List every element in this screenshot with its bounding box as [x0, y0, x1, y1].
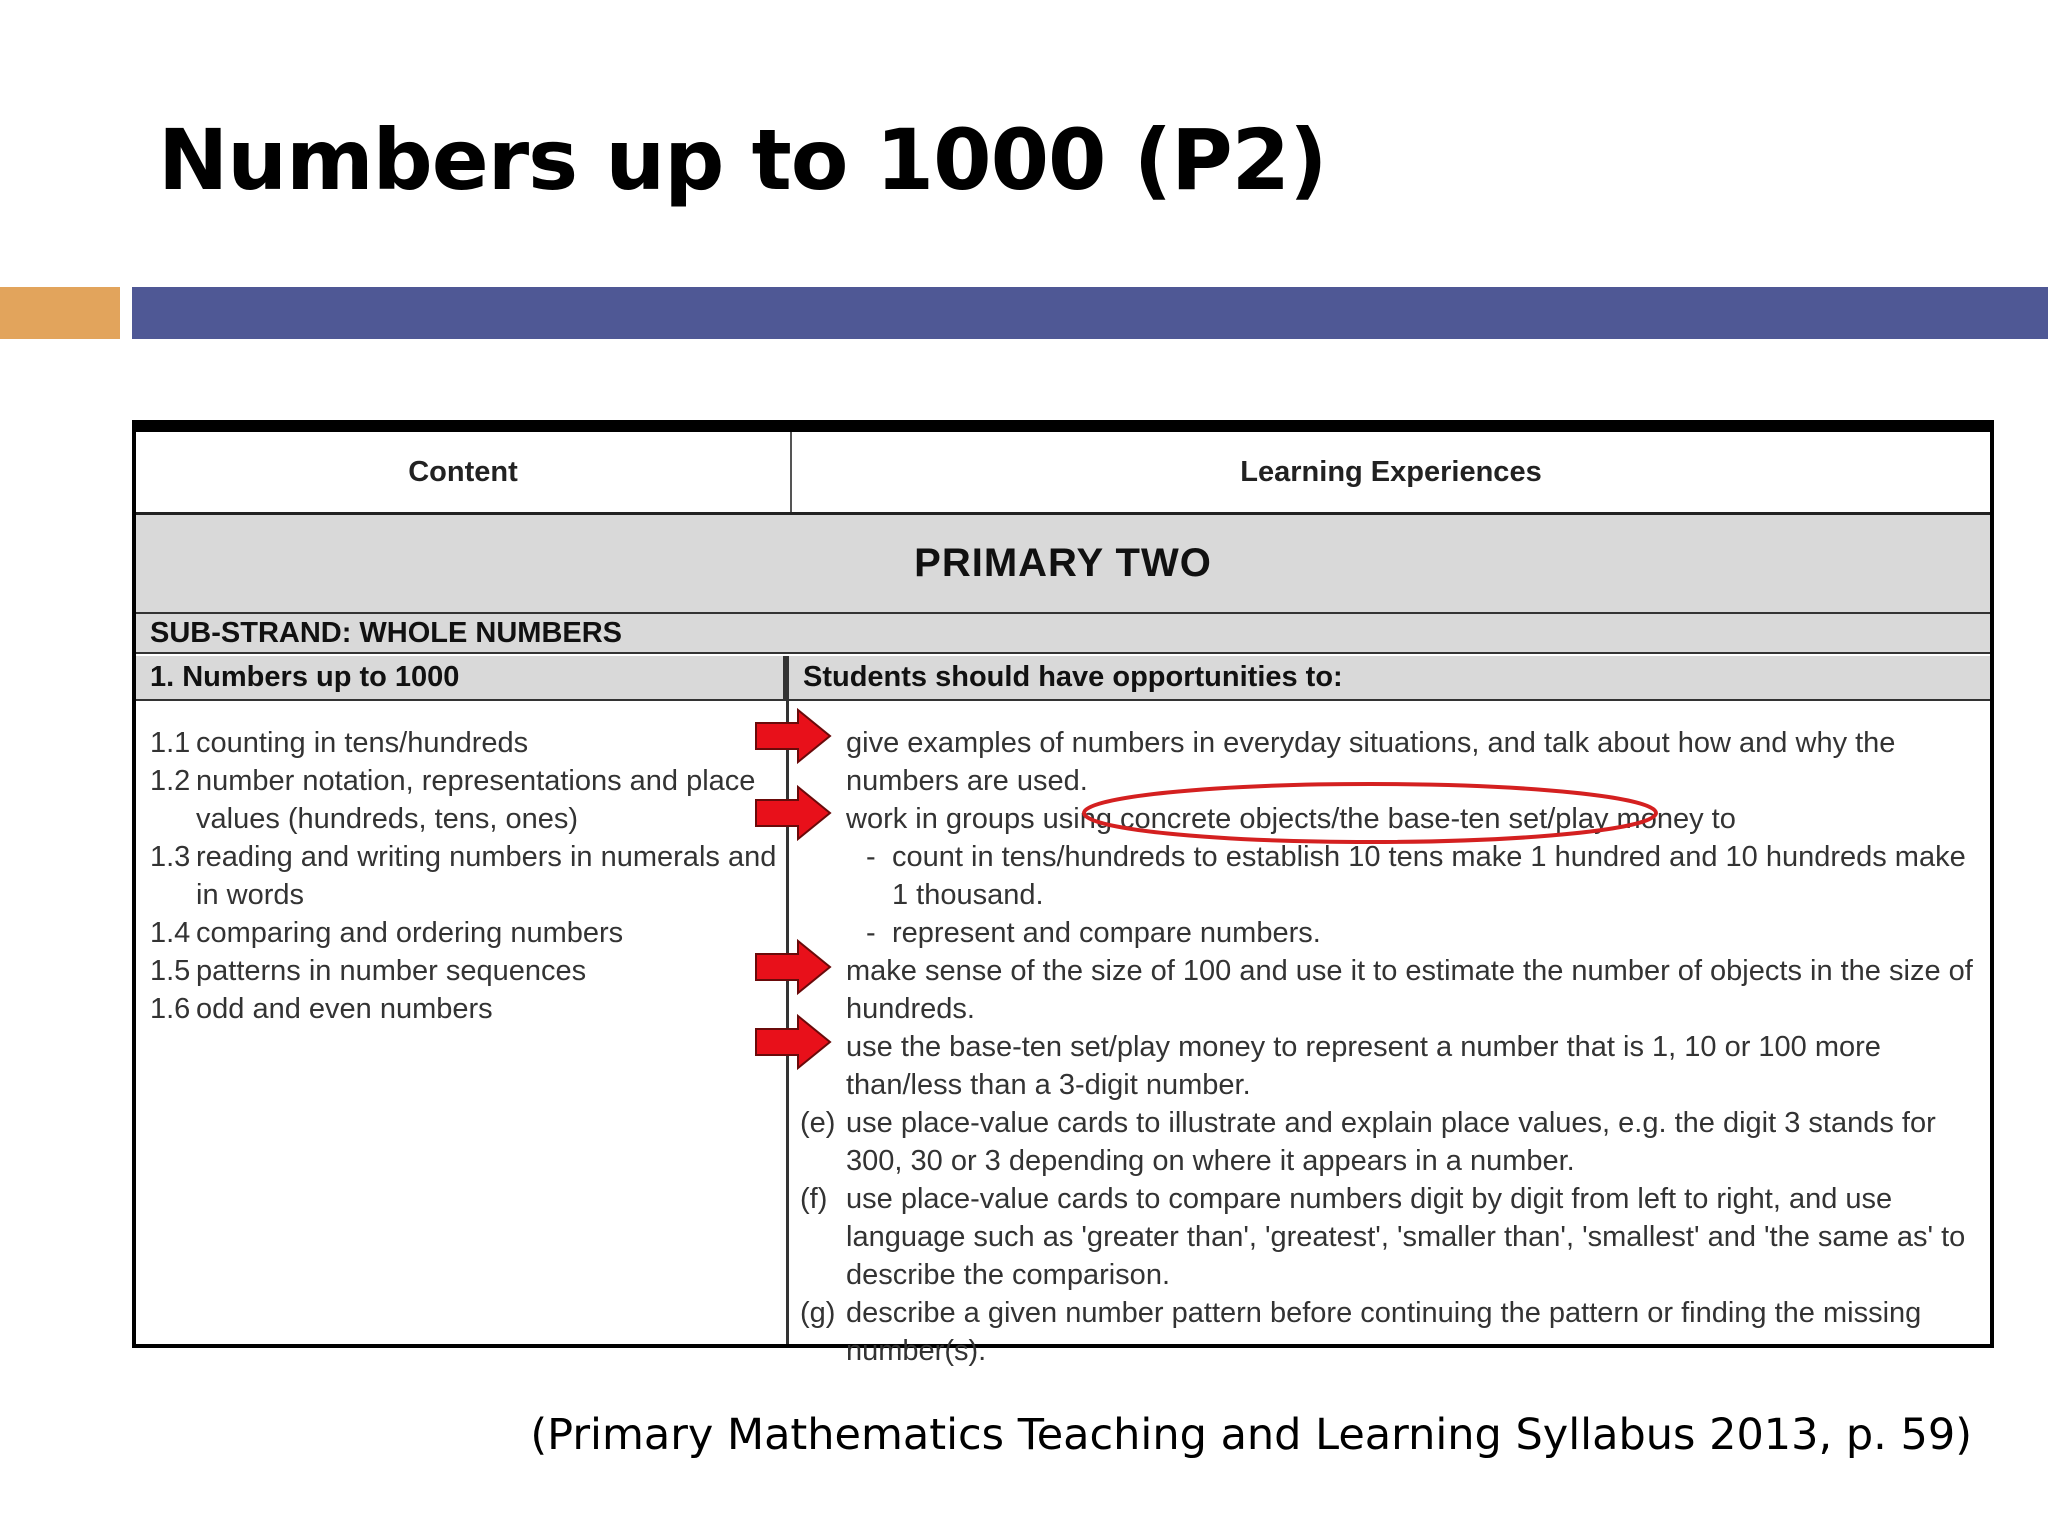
content-list	[150, 724, 780, 1028]
primary-two-band: PRIMARY TWO	[136, 515, 1990, 614]
red-arrow-icon	[752, 937, 832, 997]
content-item	[150, 724, 780, 762]
red-arrow-icon	[752, 706, 832, 766]
learning-item-text: work in groups using concrete objects/the base-ten set/play money to	[846, 803, 1736, 835]
header-content: Content	[136, 432, 792, 512]
learning-item-f	[800, 1180, 1985, 1294]
content-item-text: number notation, representations and place values (hundreds, tens, ones)	[196, 765, 756, 835]
accent-bar-orange	[0, 287, 120, 339]
content-item-number: 1.4	[150, 917, 191, 949]
red-arrow-icon	[752, 783, 832, 843]
learning-subitem-text: represent and compare numbers.	[892, 917, 1321, 949]
slide-title: Numbers up to 1000 (P2)	[158, 111, 1327, 209]
content-item	[150, 990, 780, 1028]
learning-item-text: use the base-ten set/play money to represent a number that is 1, 10 or 100 more than/less than a 3-digit number.	[846, 1031, 1881, 1101]
learning-item-c	[800, 952, 1985, 1028]
sub-strand-band: SUB-STRAND: WHOLE NUMBERS	[136, 614, 1990, 654]
content-item-text: odd and even numbers	[196, 993, 493, 1025]
learning-subitem	[800, 838, 1985, 914]
content-item	[150, 952, 780, 990]
learning-item-marker: (e)	[800, 1107, 836, 1139]
learning-item-text: describe a given number pattern before continuing the pattern or finding the missing number(s).	[846, 1297, 1922, 1367]
red-arrow-icon	[752, 1012, 832, 1072]
learning-item-e	[800, 1104, 1985, 1180]
content-item-number: 1.5	[150, 955, 191, 987]
content-item	[150, 838, 780, 914]
learning-subitem-text: count in tens/hundreds to establish 10 tens make 1 hundred and 10 hundreds make 1 thousand.	[892, 841, 1966, 911]
content-item	[150, 762, 780, 838]
learning-item-d	[800, 1028, 1985, 1104]
learning-item-marker: (f)	[800, 1183, 828, 1215]
highlight-ellipse	[1080, 780, 1660, 846]
learning-item-text: use place-value cards to illustrate and explain place values, e.g. the digit 3 stands for 300, 30 or 3 depending on where it appears in a number.	[846, 1107, 1936, 1177]
content-item-number: 1.6	[150, 993, 191, 1025]
citation: (Primary Mathematics Teaching and Learning Syllabus 2013, p. 59)	[530, 1410, 1972, 1460]
content-item-text: counting in tens/hundreds	[196, 727, 529, 759]
content-item-number: 1.2	[150, 765, 191, 797]
accent-bar-blue	[132, 287, 2048, 339]
learning-item-g	[800, 1294, 1985, 1370]
content-item-number: 1.3	[150, 841, 191, 873]
content-item-text: reading and writing numbers in numerals and in words	[196, 841, 777, 911]
learning-item-text: use place-value cards to compare numbers digit by digit from left to right, and use language such as 'greater than', 'greatest', 'smaller than', 'smallest' and 'the same as' to describe the comparison.	[846, 1183, 1966, 1291]
content-item-number: 1.1	[150, 727, 191, 759]
syllabus-table	[132, 420, 1994, 1367]
subitem-dash: -	[866, 917, 876, 949]
row-right-title: Students should have opportunities to:	[803, 661, 1343, 693]
content-item-text: comparing and ordering numbers	[196, 917, 624, 949]
learning-item-text: give examples of numbers in everyday situations, and talk about how and why the numbers are used.	[846, 727, 1896, 797]
subitem-dash: -	[866, 841, 876, 873]
row-left-title: 1. Numbers up to 1000	[136, 656, 786, 699]
header-learning-experiences: Learning Experiences	[1240, 455, 1542, 488]
numbers-row-header	[136, 656, 1990, 701]
content-item	[150, 914, 780, 952]
learning-subitem	[800, 914, 1985, 952]
table-header-row	[136, 432, 1990, 515]
content-item-text: patterns in number sequences	[196, 955, 587, 987]
learning-item-text: make sense of the size of 100 and use it to estimate the number of objects in the size of hundreds.	[846, 955, 1973, 1025]
learning-item-marker: (g)	[800, 1297, 836, 1329]
